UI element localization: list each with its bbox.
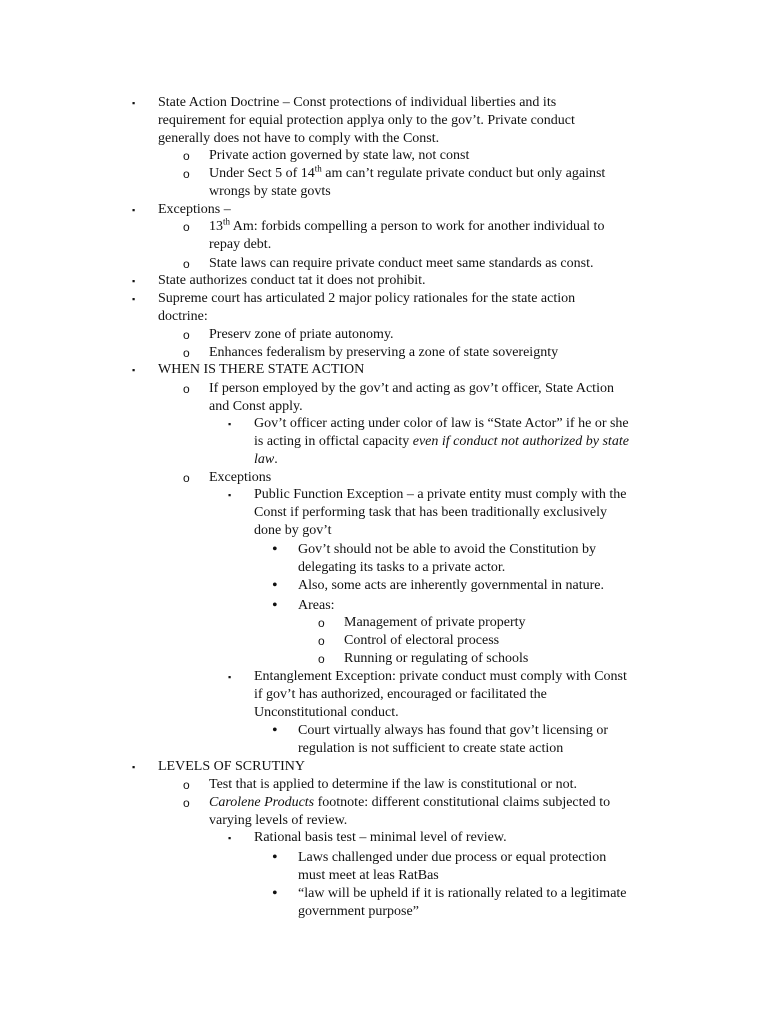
bullet-text-line — [158, 758, 305, 776]
circle-bullet-icon: o — [318, 652, 325, 666]
bullet-text-line — [298, 849, 606, 867]
text-run: Areas: — [298, 598, 335, 613]
bullet-text-line — [209, 469, 271, 487]
text-run: Running or regulating of schools — [344, 651, 529, 666]
text-run: law — [254, 452, 275, 467]
bullet-text-line — [254, 451, 278, 469]
bullet-text-line — [298, 722, 608, 740]
circle-bullet-icon: o — [183, 167, 190, 181]
circle-bullet-icon: o — [183, 471, 190, 485]
text-run: State Action Doctrine – Const protections of individual liberties and its — [158, 95, 557, 110]
bullet-text-line — [158, 308, 208, 326]
dot-bullet-icon: • — [272, 541, 278, 558]
text-run: Laws challenged under due process or equal protection — [298, 850, 607, 865]
bullet-text-line — [254, 686, 547, 704]
square-bullet-icon: ▪ — [132, 276, 136, 286]
bullet-text-line — [209, 794, 610, 812]
square-bullet-icon: ▪ — [132, 205, 136, 215]
text-run: Enhances federalism by preserving a zone of state sovereignty — [209, 345, 559, 360]
bullet-text-line — [344, 650, 528, 668]
bullet-text-line — [254, 668, 627, 686]
text-run: and Const apply. — [209, 399, 303, 414]
bullet-text-line — [158, 94, 556, 112]
text-run: am can’t regulate private conduct but only against — [321, 166, 606, 181]
text-run: done by gov’t — [254, 523, 332, 538]
bullet-text-line — [209, 255, 593, 273]
text-run: . — [274, 452, 278, 467]
text-run: 13 — [209, 219, 223, 234]
text-run: Management of private property — [344, 615, 526, 630]
bullet-text-line — [209, 218, 604, 236]
text-run: Exceptions – — [158, 202, 231, 217]
text-run: WHEN IS THERE STATE ACTION — [158, 362, 365, 377]
text-run: th — [314, 163, 322, 174]
bullet-text-line — [298, 867, 439, 885]
circle-bullet-icon: o — [183, 778, 190, 792]
bullet-text-line — [209, 398, 303, 416]
text-run: Const if performing task that has been traditionally exclusively — [254, 505, 608, 520]
dot-bullet-icon: • — [272, 885, 278, 902]
bullet-text-line — [209, 165, 605, 183]
text-run: delegating its tasks to a private actor. — [298, 560, 506, 575]
text-run: Gov’t officer acting under color of law is “State Actor” if he or she — [254, 416, 629, 431]
dot-bullet-icon: • — [272, 597, 278, 614]
text-run: Rational basis test – minimal level of review. — [254, 830, 507, 845]
bullet-text-line — [254, 522, 332, 540]
bullet-text-line — [158, 112, 575, 130]
text-run: If person employed by the gov’t and acting as gov’t officer, State Action — [209, 381, 614, 396]
text-run: Test that is applied to determine if the law is constitutional or not. — [209, 777, 577, 792]
square-bullet-icon: ▪ — [228, 490, 232, 500]
bullet-text-line — [209, 326, 394, 344]
text-run: regulation is not sufficient to create state action — [298, 741, 564, 756]
text-run: Am: forbids compelling a person to work for another individual to — [230, 219, 605, 234]
bullet-text-line — [298, 577, 604, 595]
bullet-text-line — [298, 903, 419, 921]
square-bullet-icon: ▪ — [132, 762, 136, 772]
text-run: if gov’t has authorized, encouraged or facilitated the — [254, 687, 547, 702]
circle-bullet-icon: o — [183, 382, 190, 396]
bullet-text-line — [209, 236, 271, 254]
bullet-text-line — [209, 183, 331, 201]
bullet-text-line — [344, 632, 499, 650]
bullet-text-line — [254, 415, 629, 433]
text-run: State laws can require private conduct meet same standards as const. — [209, 256, 594, 271]
text-run: even if conduct not authorized by state — [412, 434, 629, 449]
bullet-text-line — [158, 361, 364, 379]
text-run: Private action governed by state law, not const — [209, 148, 470, 163]
circle-bullet-icon: o — [183, 346, 190, 360]
text-run: LEVELS OF SCRUTINY — [158, 759, 306, 774]
bullet-text-line — [298, 597, 335, 615]
text-run: Court virtually always has found that gov’t licensing or — [298, 723, 609, 738]
text-run: Also, some acts are inherently governmental in nature. — [298, 578, 604, 593]
square-bullet-icon: ▪ — [132, 98, 136, 108]
bullet-text-line — [209, 344, 558, 362]
text-run: Entanglement Exception: private conduct must comply with Const — [254, 669, 627, 684]
text-run: is acting in offictal capacity — [254, 434, 413, 449]
bullet-text-line — [344, 614, 526, 632]
text-run: wrongs by state govts — [209, 184, 331, 199]
circle-bullet-icon: o — [318, 634, 325, 648]
text-run: Carolene Products — [209, 795, 315, 810]
bullet-text-line — [298, 559, 505, 577]
circle-bullet-icon: o — [318, 616, 325, 630]
text-run: Control of electoral process — [344, 633, 500, 648]
text-run: Supreme court has articulated 2 major policy rationales for the state action — [158, 291, 576, 306]
bullet-text-line — [209, 380, 614, 398]
bullet-text-line — [254, 433, 629, 451]
square-bullet-icon: ▪ — [228, 419, 232, 429]
text-run: “law will be upheld if it is rationally related to a legitimate — [298, 886, 627, 901]
square-bullet-icon: ▪ — [132, 294, 136, 304]
text-run: repay debt. — [209, 237, 272, 252]
text-run: doctrine: — [158, 309, 208, 324]
square-bullet-icon: ▪ — [228, 672, 232, 682]
bullet-text-line — [158, 130, 439, 148]
bullet-text-line — [209, 776, 577, 794]
text-run: requirement for equial protection applya only to the gov’t. Private conduct — [158, 113, 575, 128]
text-run: Under Sect 5 of 14 — [209, 166, 315, 181]
text-run: must meet at leas RatBas — [298, 868, 439, 883]
bullet-text-line — [254, 704, 399, 722]
bullet-text-line — [158, 201, 231, 219]
bullet-text-line — [209, 812, 347, 830]
dot-bullet-icon: • — [272, 577, 278, 594]
circle-bullet-icon: o — [183, 220, 190, 234]
text-run: Exceptions — [209, 470, 272, 485]
dot-bullet-icon: • — [272, 849, 278, 866]
text-run: Gov’t should not be able to avoid the Constitution by — [298, 542, 596, 557]
text-run: footnote: different constitutional claims subjected to — [314, 795, 611, 810]
bullet-text-line — [254, 486, 627, 504]
text-run: Unconstitutional conduct. — [254, 705, 399, 720]
text-run: generally does not have to comply with the Const. — [158, 131, 440, 146]
text-run: government purpose” — [298, 904, 419, 919]
bullet-text-line — [298, 885, 627, 903]
text-run: State authorizes conduct tat it does not prohibit. — [158, 273, 426, 288]
text-run: varying levels of review. — [209, 813, 348, 828]
bullet-text-line — [209, 147, 469, 165]
text-run: Public Function Exception – a private entity must comply with the — [254, 487, 627, 502]
circle-bullet-icon: o — [183, 257, 190, 271]
circle-bullet-icon: o — [183, 796, 190, 810]
dot-bullet-icon: • — [272, 722, 278, 739]
text-run: th — [223, 216, 231, 227]
bullet-text-line — [298, 541, 596, 559]
bullet-text-line — [298, 740, 563, 758]
square-bullet-icon: ▪ — [228, 833, 232, 843]
text-run: Preserv zone of priate autonomy. — [209, 327, 394, 342]
circle-bullet-icon: o — [183, 149, 190, 163]
bullet-text-line — [158, 272, 426, 290]
square-bullet-icon: ▪ — [132, 365, 136, 375]
bullet-text-line — [254, 829, 507, 847]
bullet-text-line — [254, 504, 607, 522]
circle-bullet-icon: o — [183, 328, 190, 342]
bullet-text-line — [158, 290, 575, 308]
